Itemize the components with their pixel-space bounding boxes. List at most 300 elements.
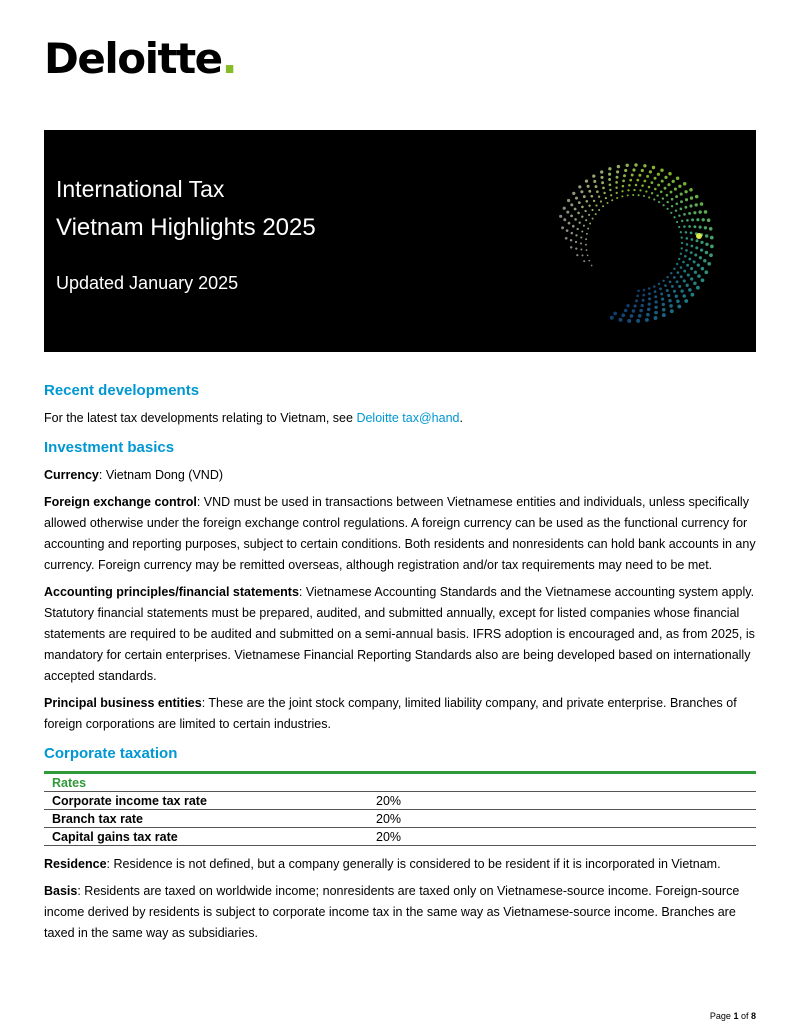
- arc-dot: [667, 183, 670, 186]
- arc-dot: [675, 202, 678, 205]
- arc-dot: [585, 244, 587, 246]
- arc-dot: [627, 194, 629, 196]
- arc-dot: [658, 283, 660, 285]
- arc-dot: [668, 299, 671, 302]
- arc-dot: [587, 228, 589, 230]
- arc-dot: [673, 276, 676, 279]
- arc-dot: [577, 212, 580, 215]
- arc-dot: [684, 190, 687, 193]
- arc-dot: [671, 285, 674, 288]
- arc-dot: [568, 222, 571, 225]
- arc-dot: [585, 179, 588, 182]
- arc-dot: [699, 210, 702, 213]
- basis-paragraph: [44, 881, 756, 944]
- arc-dot: [563, 218, 566, 221]
- arc-dot: [684, 299, 688, 303]
- currency-text: : Vietnam Dong (VND): [98, 468, 224, 482]
- arc-dot: [563, 207, 566, 210]
- arc-dot: [690, 251, 693, 254]
- arc-dot: [581, 216, 583, 218]
- rate-label: Corporate income tax rate: [44, 792, 368, 810]
- arc-dot: [596, 190, 599, 193]
- arc-dot: [638, 174, 641, 177]
- arc-dot: [704, 270, 708, 274]
- arc-dot: [686, 243, 689, 246]
- arc-dot: [593, 200, 595, 202]
- arc-dot: [638, 314, 642, 318]
- arc-dot: [592, 174, 595, 177]
- arc-dot: [683, 213, 686, 216]
- arc-dot: [701, 267, 705, 271]
- arc-dot: [654, 188, 657, 191]
- arc-dot: [576, 254, 578, 256]
- arc-dot: [680, 253, 682, 255]
- arc-dot: [707, 262, 711, 266]
- arc-dot: [559, 215, 562, 218]
- arc-dot: [603, 192, 605, 194]
- arc-dot: [662, 197, 664, 199]
- arc-dot: [662, 313, 666, 317]
- arc-dot: [643, 289, 646, 292]
- table-row: [44, 828, 756, 846]
- corporate-section: [44, 743, 756, 944]
- arc-dot: [648, 292, 651, 295]
- arc-dot: [676, 221, 678, 223]
- arc-dot: [668, 172, 671, 175]
- arc-dot: [641, 184, 644, 187]
- arc-dot: [591, 265, 593, 267]
- arc-dot: [673, 268, 675, 270]
- arc-dot: [680, 231, 682, 233]
- rate-value: 20%: [368, 828, 756, 846]
- arc-dot: [601, 181, 604, 184]
- arc-dot: [613, 312, 617, 316]
- arc-dot: [654, 295, 657, 298]
- arc-dot: [616, 170, 619, 173]
- arc-dot: [648, 297, 651, 300]
- arc-dot: [587, 185, 590, 188]
- arc-dot: [682, 261, 685, 264]
- accounting-text: : Vietnamese Accounting Standards and the Vietnamese accounting system apply. Statutory financial statements must be prepared, audited, and submitted annually, except for listed companies whose financial statements are required to be audited and submitted on a semi-annual basis. IFRS adoption is encouraged and, as from 2025, is mandatory for certain enterprises. Vietnamese Financial Reporting Standards also are being developed based on internationally accepted standards.: [44, 585, 755, 683]
- arc-dot: [629, 179, 632, 182]
- arc-dot: [669, 304, 673, 308]
- arc-dot: [710, 245, 714, 249]
- arc-dot: [666, 276, 668, 278]
- accounting-paragraph: [44, 582, 756, 687]
- arc-dot: [636, 179, 639, 182]
- table-row: [44, 792, 756, 810]
- arc-dot: [628, 184, 631, 187]
- page-number: [710, 1011, 756, 1021]
- arc-dot: [701, 278, 705, 282]
- arc-dot: [610, 194, 612, 196]
- arc-dot: [693, 260, 696, 263]
- arc-dot: [710, 236, 714, 240]
- arc-dot: [636, 295, 639, 298]
- arc-dot: [680, 275, 683, 278]
- arc-dot: [580, 236, 582, 238]
- arc-dot: [681, 236, 683, 238]
- arc-dot: [704, 226, 707, 229]
- arc-dot: [648, 302, 651, 305]
- arc-dot: [621, 195, 623, 197]
- arc-dot: [638, 194, 640, 196]
- arc-dot: [685, 198, 688, 201]
- arc-dot: [688, 225, 691, 228]
- table-row: [44, 810, 756, 828]
- arc-dot: [676, 263, 678, 265]
- arc-dot: [595, 213, 597, 215]
- arc-dot: [622, 180, 625, 183]
- arc-dot: [676, 300, 680, 304]
- arc-dot: [694, 271, 697, 274]
- arc-dot: [685, 231, 688, 234]
- arc-dot: [661, 180, 664, 183]
- arc-dot: [607, 202, 609, 204]
- arc-dot: [574, 218, 577, 221]
- basis-text: : Residents are taxed on worldwide income; nonresidents are taxed only on Vietnamese-source income. Foreign-source income derived by residents is subject to corporate income tax in the same way as Vietnamese-source income. Branches are taxed in the same way as subsidiaries.: [44, 884, 740, 940]
- arc-dot: [631, 174, 634, 177]
- arc-dot: [572, 192, 575, 195]
- arc-dot: [624, 169, 627, 172]
- residence-text: : Residence is not defined, but a company generally is considered to be resident if it is incorporated in Vietnam.: [106, 857, 721, 871]
- arc-dot: [666, 289, 669, 292]
- arc-dot: [645, 318, 649, 322]
- rate-value: 20%: [368, 792, 756, 810]
- arc-dot: [678, 258, 680, 260]
- arc-dot: [602, 187, 605, 190]
- arc-dot: [687, 273, 690, 276]
- rates-table: [44, 771, 756, 846]
- arc-dot: [657, 173, 660, 176]
- arc-dot: [580, 190, 583, 193]
- arc-dot: [608, 173, 611, 176]
- arc-dot: [610, 316, 614, 320]
- arc-dot: [609, 183, 612, 186]
- arc-dot: [683, 270, 686, 273]
- arc-dot: [570, 215, 573, 218]
- arc-dot: [699, 226, 702, 229]
- arc-dot: [700, 241, 703, 244]
- arc-dot: [688, 258, 691, 261]
- corporate-heading: Corporate taxation: [44, 745, 178, 762]
- arc-dot: [567, 199, 570, 202]
- arc-dot: [686, 219, 689, 222]
- arc-dot: [627, 189, 629, 191]
- investment-heading: Investment basics: [44, 439, 175, 456]
- arc-dot: [656, 194, 658, 196]
- arc-dot: [694, 253, 697, 256]
- residence-paragraph: [44, 854, 756, 875]
- arc-dot: [676, 280, 679, 283]
- arc-dot: [575, 234, 577, 236]
- arc-dot: [626, 304, 629, 307]
- arc-dot: [575, 247, 577, 249]
- arc-dot: [635, 184, 638, 187]
- arc-dot: [609, 189, 611, 191]
- arc-dot: [684, 206, 687, 209]
- arc-dot: [705, 234, 708, 237]
- arc-dot: [622, 185, 625, 188]
- arc-dot: [660, 168, 663, 171]
- arc-dot: [680, 193, 683, 196]
- recent-text: For the latest tax developments relating to Vietnam, see: [44, 411, 357, 425]
- arc-dot: [615, 181, 618, 184]
- arc-dot: [579, 222, 581, 224]
- recent-paragraph: [44, 408, 756, 429]
- arc-dot: [595, 185, 598, 188]
- arc-dot: [588, 214, 590, 216]
- arc-dot: [578, 201, 581, 204]
- arc-dot: [681, 220, 683, 222]
- arc-dot: [683, 225, 686, 228]
- arc-dot: [688, 288, 692, 292]
- arc-dot: [683, 182, 687, 186]
- arc-dot: [667, 294, 670, 297]
- arc-dot: [695, 195, 699, 199]
- arc-dot: [670, 309, 674, 313]
- arc-dot: [705, 243, 708, 246]
- arc-dot: [581, 206, 584, 209]
- arc-dot: [655, 300, 658, 303]
- arc-dot: [589, 223, 591, 225]
- arc-dot: [688, 212, 691, 215]
- arc-dot: [693, 211, 696, 214]
- arc-dot: [600, 200, 602, 202]
- arc-dot: [643, 195, 645, 197]
- recent-end: .: [459, 411, 463, 425]
- arc-dot: [684, 255, 687, 258]
- arc-dot: [617, 165, 620, 168]
- arc-dot: [675, 195, 678, 198]
- arc-dot: [695, 246, 698, 249]
- fx-control-text: : VND must be used in transactions between Vietnamese entities and individuals, unless specifically allowed otherwise under the foreign exchange control regulations. A foreign currency can be used as the functional currency for accounting and reporting purposes, subject to certain conditions. Both residents and nonresidents can hold bank accounts in any currency. Foreign currency may be remitted overseas, although registration and/or tax requirements may need to be met.: [44, 495, 756, 572]
- arc-dot: [662, 280, 664, 282]
- main-content: [44, 380, 756, 950]
- arc-dot: [683, 279, 686, 282]
- arc-dot: [653, 177, 656, 180]
- arc-dot: [666, 201, 668, 203]
- arc-dot: [700, 202, 704, 206]
- arc-dot: [654, 290, 657, 293]
- arc-dot: [646, 313, 650, 317]
- arc-dot: [702, 218, 705, 221]
- arc-dot: [561, 226, 564, 229]
- arc-dot: [709, 227, 713, 231]
- arc-dot: [585, 238, 587, 240]
- arc-dot: [581, 254, 583, 256]
- arc-dot: [641, 304, 644, 307]
- arc-dot: [670, 212, 672, 214]
- arc-dot: [639, 309, 642, 312]
- arc-dot: [611, 199, 613, 201]
- arc-dot: [680, 200, 683, 203]
- deloitte-logo: [44, 34, 237, 83]
- arc-dot: [654, 311, 658, 315]
- arc-dot: [633, 304, 636, 307]
- arc-dot: [566, 229, 569, 232]
- arc-dot: [691, 245, 694, 248]
- arc-dot: [587, 255, 589, 257]
- accent-dot: [696, 233, 702, 239]
- fx-control-paragraph: [44, 492, 756, 576]
- arc-dot: [657, 184, 660, 187]
- arc-dot: [588, 205, 590, 207]
- arc-dot: [644, 180, 647, 183]
- arc-dot: [662, 303, 665, 306]
- arc-dot: [616, 197, 618, 199]
- arc-dot: [639, 189, 641, 191]
- arc-dot: [646, 175, 649, 178]
- arc-dot: [673, 216, 675, 218]
- arc-dot: [686, 237, 689, 240]
- arc-dot: [647, 308, 650, 311]
- rate-value: 20%: [368, 810, 756, 828]
- arc-dot: [632, 168, 635, 171]
- arc-dot: [704, 210, 708, 214]
- arc-dot: [695, 203, 698, 206]
- arc-dot: [588, 190, 591, 193]
- arc-dot: [677, 271, 680, 274]
- arc-dot: [600, 176, 603, 179]
- arc-dot: [689, 204, 692, 207]
- recent-heading: Recent developments: [44, 382, 200, 399]
- arc-dot: [648, 186, 651, 189]
- arc-dot: [570, 246, 572, 248]
- arc-dot: [689, 188, 693, 192]
- page-prefix: Page: [709, 1011, 734, 1021]
- arc-dot: [616, 176, 619, 179]
- arc-dot: [570, 203, 573, 206]
- arc-dot: [598, 209, 600, 211]
- arc-dot: [608, 167, 611, 170]
- arc-dot: [626, 164, 629, 167]
- fx-control-label: Foreign exchange control: [44, 495, 197, 509]
- arc-dot: [648, 287, 651, 290]
- arc-dot: [658, 201, 660, 203]
- arc-dot: [649, 170, 652, 173]
- arc-dot: [595, 204, 597, 206]
- arc-dot: [571, 232, 574, 235]
- rate-label: Branch tax rate: [44, 810, 368, 828]
- arc-dot: [664, 284, 667, 287]
- hero-banner: [44, 130, 756, 352]
- arc-dot: [697, 263, 700, 266]
- arc-dot: [653, 198, 655, 200]
- arc-dot: [605, 197, 607, 199]
- arc-dot: [662, 308, 666, 312]
- arc-dot: [696, 239, 699, 242]
- arc-dot: [608, 178, 611, 181]
- currency-label: Currency: [44, 468, 99, 482]
- arc-dot: [654, 316, 658, 320]
- arc-dot: [627, 319, 631, 323]
- arc-dot: [630, 314, 634, 318]
- arc-dot: [678, 214, 680, 216]
- arc-dot: [667, 208, 669, 210]
- arc-dot: [675, 209, 677, 211]
- arc-dot: [572, 225, 575, 228]
- rate-label: Capital gains tax rate: [44, 828, 368, 846]
- arc-dot: [680, 208, 683, 211]
- arc-dot: [705, 251, 708, 254]
- entities-text: : These are the joint stock company, limited liability company, and private enterprise. Branches of foreign corporations are limited to certain industries.: [44, 696, 737, 731]
- arc-dot: [602, 205, 604, 207]
- page-of: of: [738, 1011, 751, 1021]
- arc-dot: [581, 230, 583, 232]
- arc-dot: [677, 305, 681, 309]
- entities-label: Principal business entities: [44, 696, 202, 710]
- arc-dot: [664, 176, 667, 179]
- arc-dot: [660, 191, 663, 194]
- arc-dot: [600, 170, 603, 173]
- taxhand-link[interactable]: Deloitte tax@hand: [356, 411, 460, 425]
- arc-dot: [586, 200, 589, 203]
- arc-dot: [593, 180, 596, 183]
- dot-arc-graphic: [524, 155, 744, 340]
- rates-header-row: [44, 773, 756, 792]
- arc-dot: [590, 195, 593, 198]
- arc-dot: [681, 247, 683, 249]
- arc-dot: [566, 211, 569, 214]
- page-current: 1: [733, 1011, 739, 1021]
- arc-dot: [673, 290, 676, 293]
- arc-dot: [699, 256, 702, 259]
- arc-dot: [691, 238, 694, 241]
- arc-dot: [642, 299, 645, 302]
- arc-dot: [565, 237, 568, 240]
- arc-dot: [691, 293, 695, 297]
- arc-dot: [583, 195, 586, 198]
- investment-section: [44, 437, 756, 735]
- arc-dot: [660, 293, 663, 296]
- arc-dot: [651, 181, 654, 184]
- arc-dot: [634, 163, 637, 166]
- arc-dot: [578, 185, 581, 188]
- arc-dot: [663, 204, 665, 206]
- arc-dot: [586, 249, 588, 251]
- arc-dot: [661, 298, 664, 301]
- arc-dot: [690, 232, 693, 235]
- entities-paragraph: [44, 693, 756, 735]
- arc-dot: [623, 174, 626, 177]
- arc-dot: [700, 248, 703, 251]
- arc-dot: [570, 239, 573, 242]
- logo-text: Deloitte: [44, 34, 222, 83]
- arc-dot: [674, 188, 677, 191]
- arc-dot: [696, 286, 700, 290]
- arc-dot: [675, 295, 678, 298]
- arc-dot: [690, 267, 693, 270]
- arc-dot: [598, 195, 600, 197]
- arc-dot: [615, 186, 617, 188]
- arc-dot: [680, 266, 683, 269]
- arc-dot: [592, 218, 594, 220]
- hero-updated: Updated January 2025: [56, 273, 239, 293]
- arc-dot: [678, 226, 680, 228]
- arc-dot: [653, 285, 656, 288]
- arc-dot: [703, 259, 707, 263]
- rates-header: Rates: [44, 773, 756, 792]
- arc-dot: [633, 189, 635, 191]
- arc-dot: [584, 210, 586, 212]
- arc-dot: [637, 290, 640, 293]
- arc-dot: [586, 233, 588, 235]
- accounting-label: Accounting principles/financial statements: [44, 585, 299, 599]
- arc-dot: [672, 180, 675, 183]
- arc-dot: [575, 241, 577, 243]
- arc-dot: [641, 169, 644, 172]
